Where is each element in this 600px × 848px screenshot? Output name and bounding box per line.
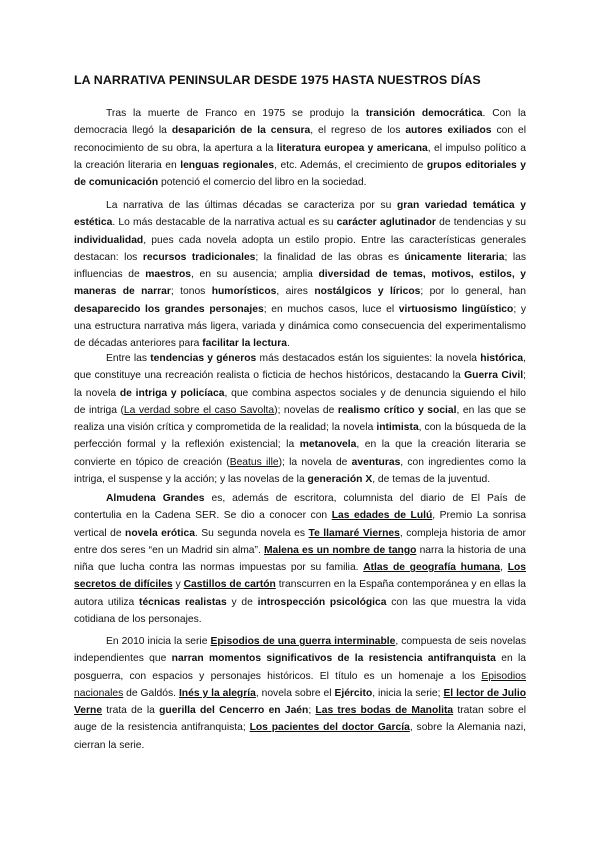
text-run: ; en muchos casos, luce el	[263, 303, 399, 315]
bold-run: Guerra Civil	[464, 370, 524, 382]
text-run: ); la novela de	[278, 456, 352, 468]
paragraph-almudena-grandes	[74, 490, 526, 628]
bold-run: intimista	[376, 422, 419, 434]
underlined-title: La verdad sobre el caso Savolta	[123, 404, 275, 416]
text-run: , el impulso político a la creación literaria en	[74, 142, 526, 171]
text-run: .	[286, 338, 290, 350]
bold-run: de intriga y policíaca	[119, 387, 225, 399]
text-run: en la posguerra, con espacios y personajes históricos. El título es un homenaje a los	[74, 653, 526, 682]
bold-run: transición democrática	[365, 108, 483, 119]
bold-run: gran variedad temática y estética	[74, 200, 526, 229]
text-run: La narrativa de las últimas décadas se caracteriza por su	[106, 200, 397, 211]
text-run: , compleja historia de amor entre dos seres “en un Madrid sin alma”.	[74, 527, 526, 556]
bold-run: carácter aglutinador	[336, 217, 436, 229]
text-run: más destacados están los siguientes: la novela	[256, 353, 481, 364]
bold-run: únicamente literaria	[404, 251, 505, 263]
text-run: transcurren en la España contemporánea y en ellas la autora utiliza	[74, 579, 526, 608]
bold-run: recursos tradicionales	[142, 251, 256, 263]
bold-run: tendencias y géneros	[150, 353, 257, 364]
text-run: . Lo más destacable de la narrativa actual es su	[112, 217, 337, 229]
text-run: , inicia la serie;	[372, 687, 444, 699]
underlined-title: Beatus ille	[229, 456, 279, 468]
bold-run: grupos editoriales y de comunicación	[74, 159, 527, 189]
bold-run: guerilla del Cencerro en Jaén	[159, 705, 309, 717]
bold-run: autores exiliados	[405, 125, 492, 137]
bold-run: maestros	[145, 269, 192, 281]
underlined-bold-title: Los pacientes del doctor García	[249, 722, 410, 734]
bold-run: Ejército	[334, 687, 373, 699]
paragraph-episodios-series	[74, 633, 526, 754]
underlined-bold-title: El lector de Julio Verne	[74, 687, 527, 717]
text-run: , con ingredientes como la intriga, el suspense y la acción; y las novelas de la	[74, 456, 526, 486]
underlined-bold-title: Episodios de una guerra interminable	[210, 636, 396, 647]
text-run: , compuesta de seis novelas independientes que	[74, 636, 526, 665]
text-run: Tras la muerte de Franco en 1975 se produjo la	[106, 108, 366, 119]
underlined-bold-title: Las tres bodas de Manolita	[315, 705, 454, 717]
text-run: , pues cada novela adopta un estilo propio. Entre las características generales destacan: los	[74, 234, 526, 263]
bold-run: narran momentos significativos de la resistencia antifranquista	[171, 653, 496, 665]
underlined-bold-title: Las edades de Lulú	[331, 510, 433, 522]
text-run: narra la historia de una niña que lucha contra las normas impuestas por su familia.	[74, 544, 527, 574]
underlined-bold-title: Te llamaré Viernes	[308, 527, 400, 539]
text-run: con el reconocimiento de su obra, la apertura a la	[74, 125, 527, 154]
text-run: es, además de escritora, columnista del diario de El País de contertulia en la Cadena SER. Se dio a conocer con	[74, 493, 526, 522]
text-run: , de temas de la juventud.	[372, 474, 491, 486]
text-run: . Su segunda novela es	[194, 527, 309, 539]
underlined-bold-title: Los secretos de difíciles	[74, 562, 526, 591]
text-run: ; la finalidad de las obras es	[255, 251, 405, 263]
bold-run: nostálgicos y líricos	[314, 286, 421, 298]
text-run: tratan sobre el auge de la resistencia antifranquista;	[74, 705, 526, 734]
document-title: LA NARRATIVA PENINSULAR DESDE 1975 HASTA NUESTROS DÍAS	[74, 73, 481, 87]
text-run: ; y una estructura narrativa más ligera, variada y dinámica como consecuencia del experimentalismo de décadas anteriores para	[74, 303, 527, 350]
text-run: de Galdós.	[123, 687, 179, 699]
bold-run: literatura europea y americana	[276, 142, 428, 154]
bold-run: desaparición de la censura	[171, 125, 311, 137]
text-run: , aires	[276, 286, 315, 298]
text-run: , en las que se realiza una visión crítica y comprometida de la realidad; la novela	[74, 404, 526, 434]
text-run: , sobre la Alemania nazi, cierran la serie.	[74, 722, 527, 751]
bold-run: desaparecido los grandes personajes	[74, 303, 264, 315]
bold-run: humorísticos	[211, 286, 277, 298]
bold-run: introspección psicológica	[257, 596, 387, 608]
text-run: ; por lo general, han	[420, 286, 526, 298]
underlined-title: Episodios nacionales	[74, 670, 526, 699]
text-run: y	[172, 579, 184, 591]
text-run: de tendencias y su	[435, 217, 527, 229]
bold-run: diversidad de temas, motivos, estilos, y maneras de narrar	[74, 269, 527, 298]
bold-run: Almudena Grandes	[106, 493, 205, 504]
text-run: con las que muestra la vida cotidiana de los personajes.	[74, 596, 526, 626]
text-run: ; tonos	[170, 286, 212, 298]
underlined-bold-title: Castillos de cartón	[183, 579, 276, 591]
text-run: , en la que la creación literaria se convierte en tópico de creación (	[74, 439, 526, 468]
underlined-bold-title: Atlas de geografía humana	[363, 562, 501, 574]
bold-run: metanovela	[299, 439, 357, 451]
text-run: , en su ausencia; amplia	[191, 269, 319, 281]
text-run: . Con la democracia llegó la	[74, 108, 526, 137]
bold-run: generación X	[307, 474, 373, 486]
bold-run: facilitar la lectura	[202, 338, 287, 350]
text-run: ; las influencias de	[74, 251, 526, 281]
bold-run: lenguas regionales	[180, 159, 275, 171]
text-run: ,	[500, 562, 508, 574]
text-run: trata de la	[102, 705, 160, 717]
bold-run: técnicas realistas	[139, 596, 227, 608]
text-run: , el regreso de los	[310, 125, 406, 137]
underlined-bold-title: Inés y la alegría	[178, 687, 256, 699]
text-run: , etc. Además, el crecimiento de	[274, 159, 427, 171]
text-run: potenció el comercio del libro en la sociedad.	[158, 177, 367, 189]
text-run: , que combina aspectos sociales y de denuncia siguiendo el hilo de intriga (	[74, 387, 526, 416]
paragraph-intro	[74, 105, 526, 191]
bold-run: novela erótica	[125, 527, 195, 539]
bold-run: virtuosismo lingüístico	[398, 303, 514, 315]
text-run: , Premio La sonrisa vertical de	[74, 510, 526, 539]
text-run: y de	[226, 596, 258, 608]
underlined-bold-title: Malena es un nombre de tango	[263, 544, 417, 556]
text-run: , novela sobre el	[255, 687, 335, 699]
bold-run: histórica	[480, 353, 524, 364]
text-run: ; la novela	[74, 370, 527, 399]
bold-run: individualidad	[74, 234, 144, 246]
bold-run: aventuras	[351, 456, 401, 468]
text-run: ;	[308, 705, 316, 717]
paragraph-trends	[74, 350, 526, 488]
paragraph-characteristics	[74, 197, 526, 353]
text-run: En 2010 inicia la serie	[106, 636, 211, 647]
text-run: , que constituye una recreación realista o ficticia de hechos históricos, destacando la	[74, 353, 527, 382]
text-run: , con la búsqueda de la perfección formal y la reflexión existencial; la	[74, 422, 526, 451]
text-run: Entre las	[106, 353, 151, 364]
text-run: ); novelas de	[274, 404, 338, 416]
bold-run: realismo crítico y social	[337, 404, 457, 416]
